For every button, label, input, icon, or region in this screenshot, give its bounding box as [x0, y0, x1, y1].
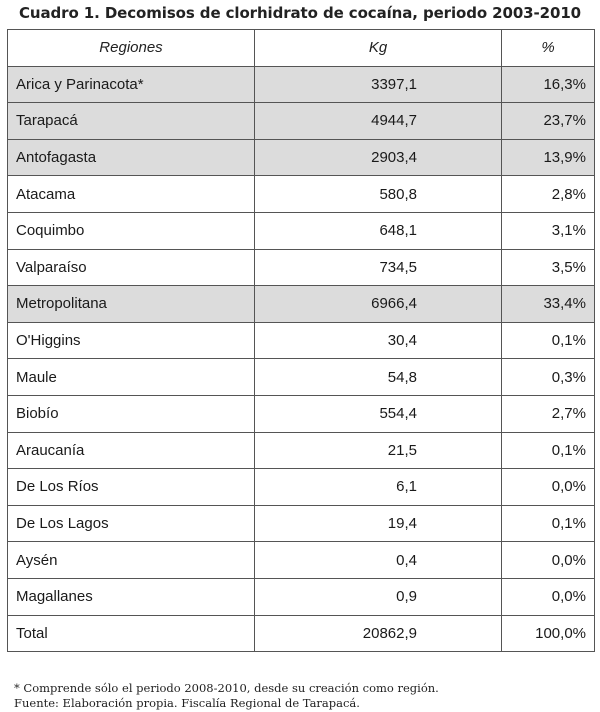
percent-cell: 0,0%: [502, 542, 595, 579]
table-row: [8, 212, 595, 249]
table-row: [8, 103, 595, 140]
region-cell: Total: [8, 615, 255, 652]
table-title: Cuadro 1. Decomisos de clorhidrato de cocaína, periodo 2003-2010: [19, 4, 581, 22]
percent-cell: 13,9%: [502, 139, 595, 176]
region-cell: Antofagasta: [8, 139, 255, 176]
region-cell: O'Higgins: [8, 322, 255, 359]
table-row: [8, 395, 595, 432]
region-cell: Biobío: [8, 395, 255, 432]
table-row: [8, 578, 595, 615]
kg-cell: 734,5: [255, 249, 502, 286]
kg-cell: 6966,4: [255, 286, 502, 323]
kg-cell: 20862,9: [255, 615, 502, 652]
table-row: [8, 359, 595, 396]
table-row: [8, 505, 595, 542]
table-row: [8, 176, 595, 213]
header-regiones: Regiones: [8, 30, 255, 67]
table-row: [8, 249, 595, 286]
region-cell: Magallanes: [8, 578, 255, 615]
kg-cell: 3397,1: [255, 66, 502, 103]
kg-cell: 0,4: [255, 542, 502, 579]
region-cell: Tarapacá: [8, 103, 255, 140]
region-cell: Metropolitana: [8, 286, 255, 323]
header-kg: Kg: [255, 30, 502, 67]
kg-cell: 554,4: [255, 395, 502, 432]
kg-cell: 4944,7: [255, 103, 502, 140]
kg-cell: 0,9: [255, 578, 502, 615]
region-cell: De Los Ríos: [8, 469, 255, 506]
percent-cell: 0,0%: [502, 469, 595, 506]
region-cell: Coquimbo: [8, 212, 255, 249]
region-cell: De Los Lagos: [8, 505, 255, 542]
kg-cell: 2903,4: [255, 139, 502, 176]
region-cell: Arica y Parinacota*: [8, 66, 255, 103]
percent-cell: 23,7%: [502, 103, 595, 140]
region-cell: Atacama: [8, 176, 255, 213]
kg-cell: 580,8: [255, 176, 502, 213]
percent-cell: 3,5%: [502, 249, 595, 286]
kg-cell: 19,4: [255, 505, 502, 542]
kg-cell: 30,4: [255, 322, 502, 359]
table-row: [8, 139, 595, 176]
percent-cell: 2,8%: [502, 176, 595, 213]
header-percent: %: [502, 30, 595, 67]
table-notes: [14, 681, 439, 711]
table-row: [8, 615, 595, 652]
table-body: [8, 66, 595, 652]
percent-cell: 16,3%: [502, 66, 595, 103]
table-row: [8, 469, 595, 506]
percent-cell: 0,3%: [502, 359, 595, 396]
percent-cell: 0,1%: [502, 505, 595, 542]
table-row: [8, 322, 595, 359]
table-row: [8, 432, 595, 469]
kg-cell: 21,5: [255, 432, 502, 469]
kg-cell: 648,1: [255, 212, 502, 249]
percent-cell: 2,7%: [502, 395, 595, 432]
region-cell: Araucanía: [8, 432, 255, 469]
percent-cell: 0,1%: [502, 322, 595, 359]
percent-cell: 0,1%: [502, 432, 595, 469]
table-row: [8, 66, 595, 103]
table-header-row: [8, 30, 595, 67]
percent-cell: 0,0%: [502, 578, 595, 615]
kg-cell: 54,8: [255, 359, 502, 396]
percent-cell: 33,4%: [502, 286, 595, 323]
footnote: * Comprende sólo el periodo 2008-2010, desde su creación como región.: [14, 681, 439, 695]
percent-cell: 100,0%: [502, 615, 595, 652]
region-cell: Valparaíso: [8, 249, 255, 286]
table-row: [8, 286, 595, 323]
table-row: [8, 542, 595, 579]
region-cell: Aysén: [8, 542, 255, 579]
percent-cell: 3,1%: [502, 212, 595, 249]
seizures-table: [7, 29, 595, 652]
source-note: Fuente: Elaboración propia. Fiscalía Regional de Tarapacá.: [14, 696, 360, 710]
region-cell: Maule: [8, 359, 255, 396]
kg-cell: 6,1: [255, 469, 502, 506]
